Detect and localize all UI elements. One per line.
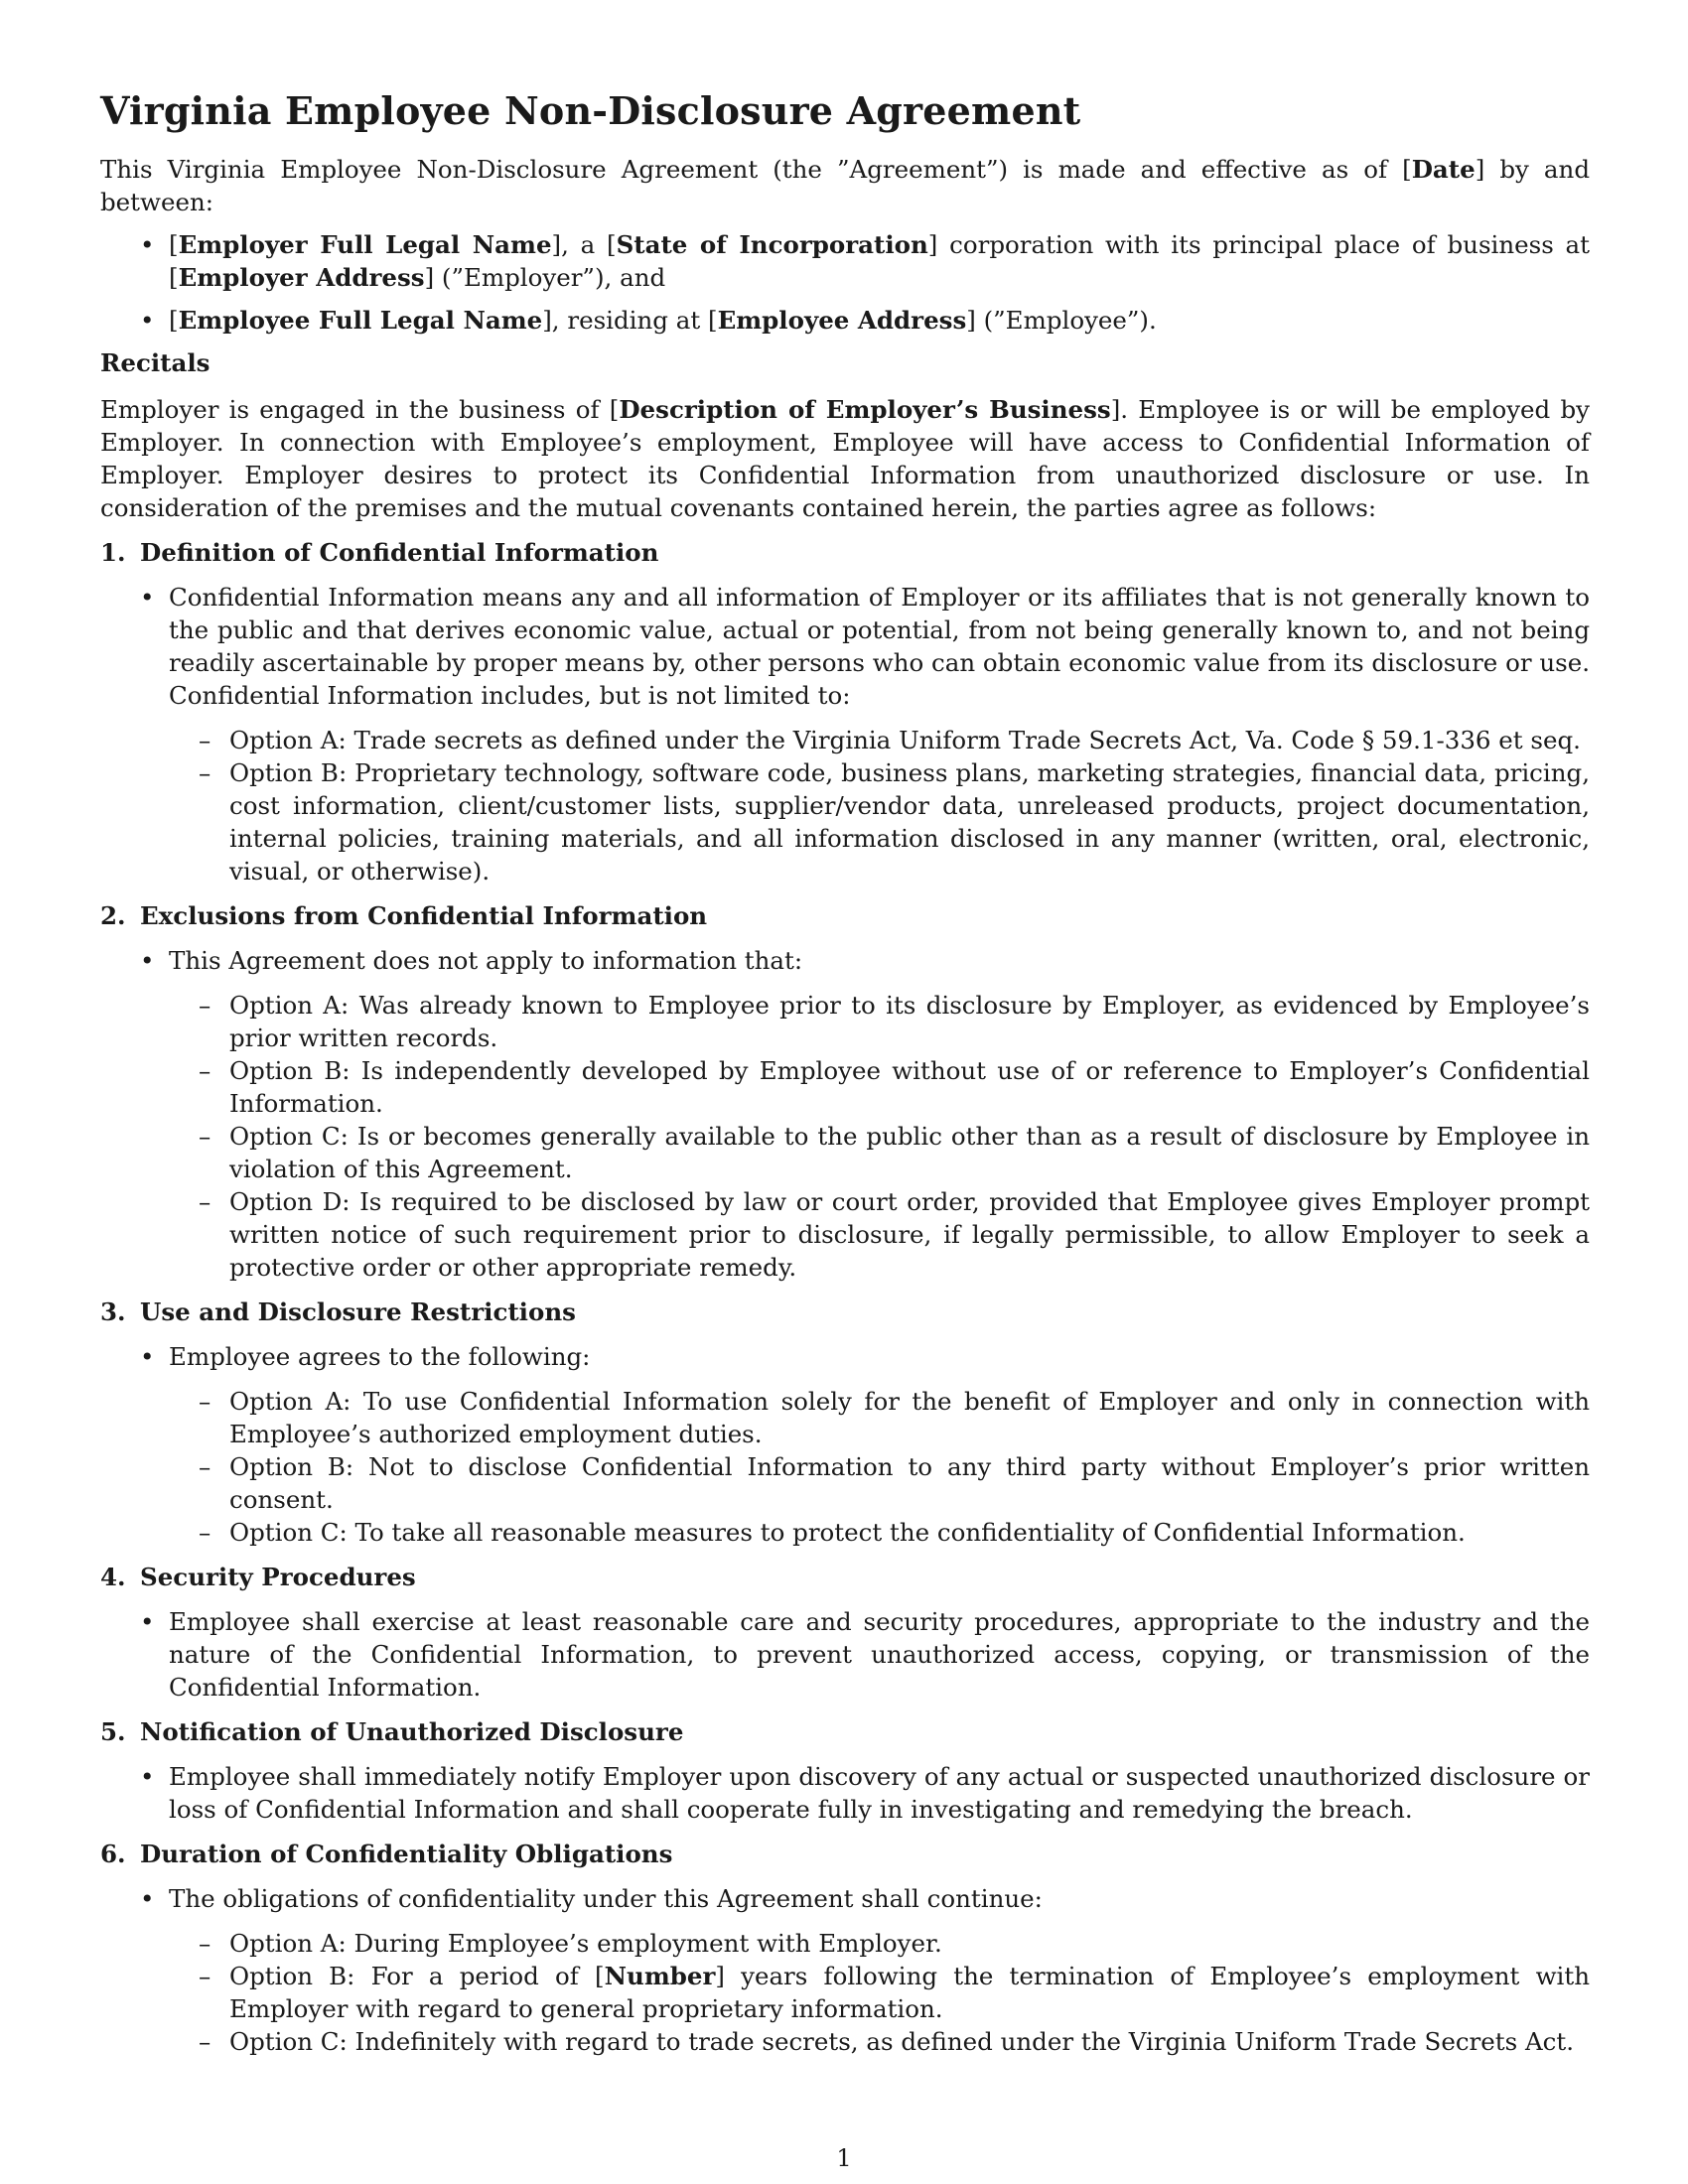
options-list <box>169 1927 1590 2058</box>
option-item: – Option A: To use Confidential Information solely for the benefit of Employer and only in connection with Employee’s authorized employment duties. <box>169 1385 1590 1450</box>
intro-text-end: ] by and between: <box>100 155 1590 216</box>
employee-address-placeholder: Employee Address <box>717 306 967 335</box>
intro-paragraph <box>100 153 1590 218</box>
section-1 <box>100 536 1590 887</box>
section-bullet: • This Agreement does not apply to information that: – Option A: Was already known to Employee prior to its disclosure by Employer, as evidenced by Employee’s prior written records. – Option B: Is independently developed by Employee without use of or reference to Employer’s Confidential Information. – Option C: Is or becomes generally available to the public other than as a result of disclosure by Employee in violation of this Agreement. – Option D: Is required to be disclosed by law or court order, provided that Employee gives Employer prompt written notice of such requirement prior to disclosure, if legally permissible, to allow Employer to seek a protective order or other appropriate remedy. <box>100 944 1590 1284</box>
section-bullet: • Employee shall immediately notify Employer upon discovery of any actual or suspected unauthorized disclosure or loss of Confidential Information and shall cooperate fully in investigating and remedying the breach. <box>100 1760 1590 1826</box>
section-3 <box>100 1296 1590 1549</box>
document-title: Virginia Employee Non-Disclosure Agreement <box>100 88 1081 133</box>
option-item: – Option D: Is required to be disclosed by law or court order, provided that Employee gives Employer prompt written notice of such requirement prior to disclosure, if legally permissible, to allow Employer to seek a protective order or other appropriate remedy. <box>169 1185 1590 1284</box>
option-item: – Option C: To take all reasonable measures to protect the confidentiality of Confidential Information. <box>169 1516 1590 1549</box>
option-item: – Option B: Is independently developed by Employee without use of or reference to Employer’s Confidential Information. <box>169 1054 1590 1120</box>
recitals-heading: Recitals <box>100 348 211 377</box>
employer-address-placeholder: Employer Address <box>178 263 425 292</box>
date-placeholder: Date <box>1411 155 1476 184</box>
employee-name-placeholder: Employee Full Legal Name <box>178 306 543 335</box>
section-bullet: • Employee agrees to the following: – Option A: To use Confidential Information solely for the benefit of Employer and only in connection with Employee’s authorized employment duties. – Option B: Not to disclose Confidential Information to any third party without Employer’s prior written consent. – Option C: To take all reasonable measures to protect the confidentiality of Confidential Information. <box>100 1340 1590 1549</box>
option-item: – Option B: Not to disclose Confidential Information to any third party without Employer’s prior written consent. <box>169 1450 1590 1516</box>
section-heading: 3. Use and Disclosure Restrictions <box>100 1297 576 1326</box>
option-item: – Option C: Indefinitely with regard to trade secrets, as defined under the Virginia Uniform Trade Secrets Act. <box>169 2025 1590 2058</box>
section-bullet: • Confidential Information means any and all information of Employer or its affiliates that is not generally known to the public and that derives economic value, actual or potential, from not being generally known to, and not being readily ascertainable by proper means by, other persons who can obtain economic value from its disclosure or use. Confidential Information includes, but is not limited to: – Option A: Trade secrets as defined under the Virginia Uniform Trade Secrets Act, Va. Code § 59.1-336 et seq. – Option B: Proprietary technology, software code, business plans, marketing strategies, financial data, pricing, cost information, client/customer lists, supplier/vendor data, unreleased products, project documentation, internal policies, training materials, and all information disclosed in any manner (written, oral, electronic, visual, or otherwise). <box>100 581 1590 887</box>
section-5 <box>100 1715 1590 1826</box>
party-employer: • [Employer Full Legal Name], a [State of Incorporation] corporation with its principal place of business at [Employer Address] (”Employer”), and <box>100 228 1590 294</box>
options-list <box>169 1385 1590 1549</box>
option-item: – Option B: Proprietary technology, software code, business plans, marketing strategies, financial data, pricing, cost information, client/customer lists, supplier/vendor data, unreleased products, project documentation, internal policies, training materials, and all information disclosed in any manner (written, oral, electronic, visual, or otherwise). <box>169 756 1590 887</box>
section-heading: 2. Exclusions from Confidential Information <box>100 901 708 930</box>
parties-list <box>100 228 1590 337</box>
recitals-paragraph: Employer is engaged in the business of [Description of Employer’s Business]. Employee is or will be employed by Employer. In connection with Employee’s employment, Employee will have access to Confidential Information of Employer. Employer desires to protect its Confidential Information from unauthorized disclosure or use. In consideration of the premises and the mutual covenants contained herein, the parties agree as follows: <box>100 395 1590 522</box>
party-employee: • [Employee Full Legal Name], residing at [Employee Address] (”Employee”). <box>100 304 1590 337</box>
section-heading: 4. Security Procedures <box>100 1563 416 1591</box>
section-heading: 1. Definition of Confidential Information <box>100 538 659 567</box>
option-item: – Option C: Is or becomes generally available to the public other than as a result of disclosure by Employee in violation of this Agreement. <box>169 1120 1590 1185</box>
section-heading: 6. Duration of Confidentiality Obligations <box>100 1840 673 1868</box>
option-item: – Option A: Trade secrets as defined under the Virginia Uniform Trade Secrets Act, Va. Code § 59.1-336 et seq. <box>169 724 1590 756</box>
section-4 <box>100 1561 1590 1704</box>
page-number: 1 <box>836 2144 852 2172</box>
intro-text: This Virginia Employee Non-Disclosure Agreement (the ”Agreement”) is made and effective as of [ <box>100 155 1412 184</box>
option-item: – Option B: For a period of [Number] years following the termination of Employee’s employment with Employer with regard to general proprietary information. <box>169 1960 1590 2025</box>
business-description-placeholder: Description of Employer’s Business <box>619 395 1111 424</box>
employer-name-placeholder: Employer Full Legal Name <box>178 230 552 259</box>
options-list <box>169 724 1590 887</box>
option-item: – Option A: During Employee’s employment with Employer. <box>169 1927 1590 1960</box>
option-item: – Option A: Was already known to Employee prior to its disclosure by Employer, as evidenced by Employee’s prior written records. <box>169 989 1590 1054</box>
state-placeholder: State of Incorporation <box>616 230 928 259</box>
section-6 <box>100 1838 1590 2058</box>
options-list <box>169 989 1590 1284</box>
section-bullet: • The obligations of confidentiality under this Agreement shall continue: – Option A: During Employee’s employment with Employer. – Option B: For a period of [Number] years following the termination of Employee’s employment with Employer with regard to general proprietary information. – Option C: Indefinitely with regard to trade secrets, as defined under the Virginia Uniform Trade Secrets Act. <box>100 1882 1590 2058</box>
document-page <box>100 87 1590 2070</box>
section-bullet: • Employee shall exercise at least reasonable care and security procedures, appropriate to the industry and the nature of the Confidential Information, to prevent unauthorized access, copying, or transmission of the Confidential Information. <box>100 1605 1590 1704</box>
section-heading: 5. Notification of Unauthorized Disclosure <box>100 1717 684 1746</box>
section-2 <box>100 899 1590 1284</box>
number-placeholder: Number <box>604 1962 716 1990</box>
